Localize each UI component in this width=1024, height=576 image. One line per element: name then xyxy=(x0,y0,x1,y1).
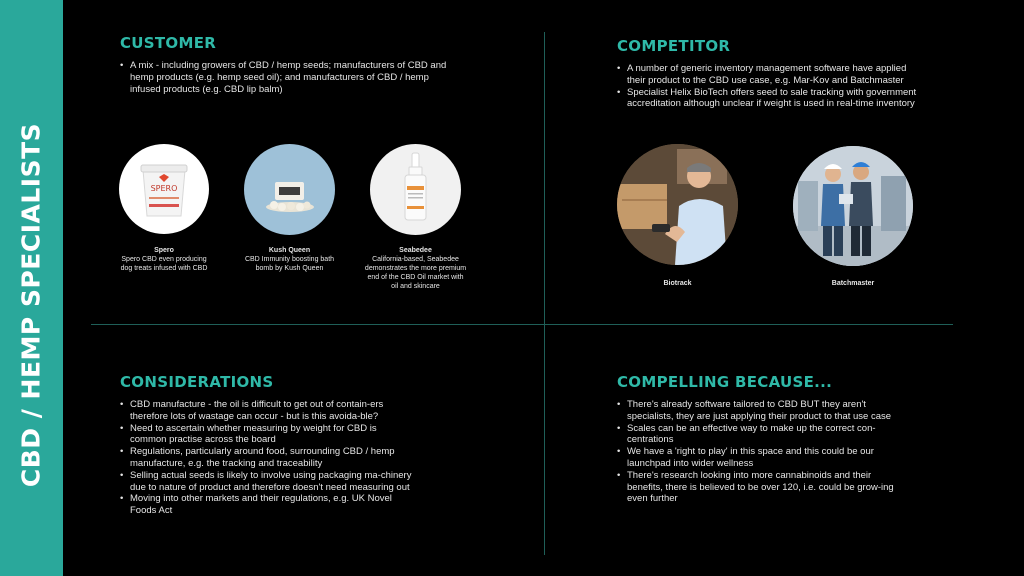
spero-name: Spero xyxy=(154,247,174,254)
spero-caption xyxy=(119,246,209,273)
compelling-bullet: • There's research looking into more cannabinoids and their benefits, there is believed to be over 120, i.e. could be grow-ing even further xyxy=(617,470,909,505)
considerations-bullet: • Need to ascertain whether measuring by weight for CBD is common practise across the board xyxy=(120,423,412,447)
considerations-bullet: • CBD manufacture - the oil is difficult to get out of contain-ers therefore lots of wastage can occur - but is this avoida-ble? xyxy=(120,399,412,423)
biotrack-image xyxy=(617,144,738,265)
competitor-bullet: • Specialist Helix BioTech offers seed to sale tracking with government accreditation although unclear if weight is used in real-time inventory xyxy=(617,87,917,111)
sidebar xyxy=(0,0,63,576)
seabedee-image xyxy=(370,144,461,235)
kush-queen-image xyxy=(244,144,335,235)
considerations-bullets xyxy=(120,399,412,517)
compelling-bullets xyxy=(617,399,909,505)
spero-image xyxy=(119,144,209,234)
batchmaster-caption: Batchmaster xyxy=(831,280,875,287)
customer-heading: CUSTOMER xyxy=(120,34,217,52)
seabedee-desc: California-based, Seabedee demonstrates the more premium end of the CBD Oil market with oil and skincare xyxy=(364,256,467,290)
customer-bullet: • A mix - including growers of CBD / hemp seeds; manufacturers of CBD and hemp products (e.g. hemp seed oil); and manufacturers of CBD / hemp infused products (e.g. CBD lip balm) xyxy=(120,60,460,95)
competitor-bullet: • A number of generic inventory management software have applied their product to the CBD use case, e.g. Mar-Kov and Batchmaster xyxy=(617,63,917,87)
kush-queen-desc: CBD Immunity boosting bath bomb by Kush Queen xyxy=(244,256,335,272)
batchmaster-image xyxy=(793,146,913,266)
considerations-bullet: • Moving into other markets and their regulations, e.g. UK Novel Foods Act xyxy=(120,493,412,517)
spero-desc: Spero CBD even producing dog treats infused with CBD xyxy=(120,256,208,272)
considerations-bullet: • Regulations, particularly around food, surrounding CBD / hemp manufacture, e.g. the tracking and traceability xyxy=(120,446,412,470)
vertical-divider xyxy=(544,32,545,555)
customer-bullets xyxy=(120,60,460,95)
competitor-heading: COMPETITOR xyxy=(617,37,731,55)
horizontal-divider xyxy=(91,324,953,325)
considerations-bullet: • Selling actual seeds is likely to involve using packaging ma-chinery due to nature of product and therefore doesn't need measuring out xyxy=(120,470,412,494)
seabedee-name: Seabedee xyxy=(399,247,432,254)
compelling-heading: COMPELLING BECAUSE... xyxy=(617,373,833,391)
kush-queen-name: Kush Queen xyxy=(268,247,311,254)
compelling-bullet: • Scales can be an effective way to make up the correct con-centrations xyxy=(617,423,909,447)
considerations-heading: CONSIDERATIONS xyxy=(120,373,274,391)
biotrack-caption: Biotrack xyxy=(663,280,692,287)
seabedee-caption xyxy=(364,246,467,291)
sidebar-title: CBD / HEMP SPECIALISTS xyxy=(16,122,46,488)
kush-queen-caption xyxy=(244,246,335,273)
compelling-bullet: • We have a 'right to play' in this space and this could be our launchpad into wider wellness xyxy=(617,446,909,470)
spero-brand: SPERO xyxy=(150,184,178,193)
compelling-bullet: • There's already software tailored to CBD BUT they aren't specialists, they are just applying their product to that use case xyxy=(617,399,909,423)
competitor-bullets xyxy=(617,63,917,110)
